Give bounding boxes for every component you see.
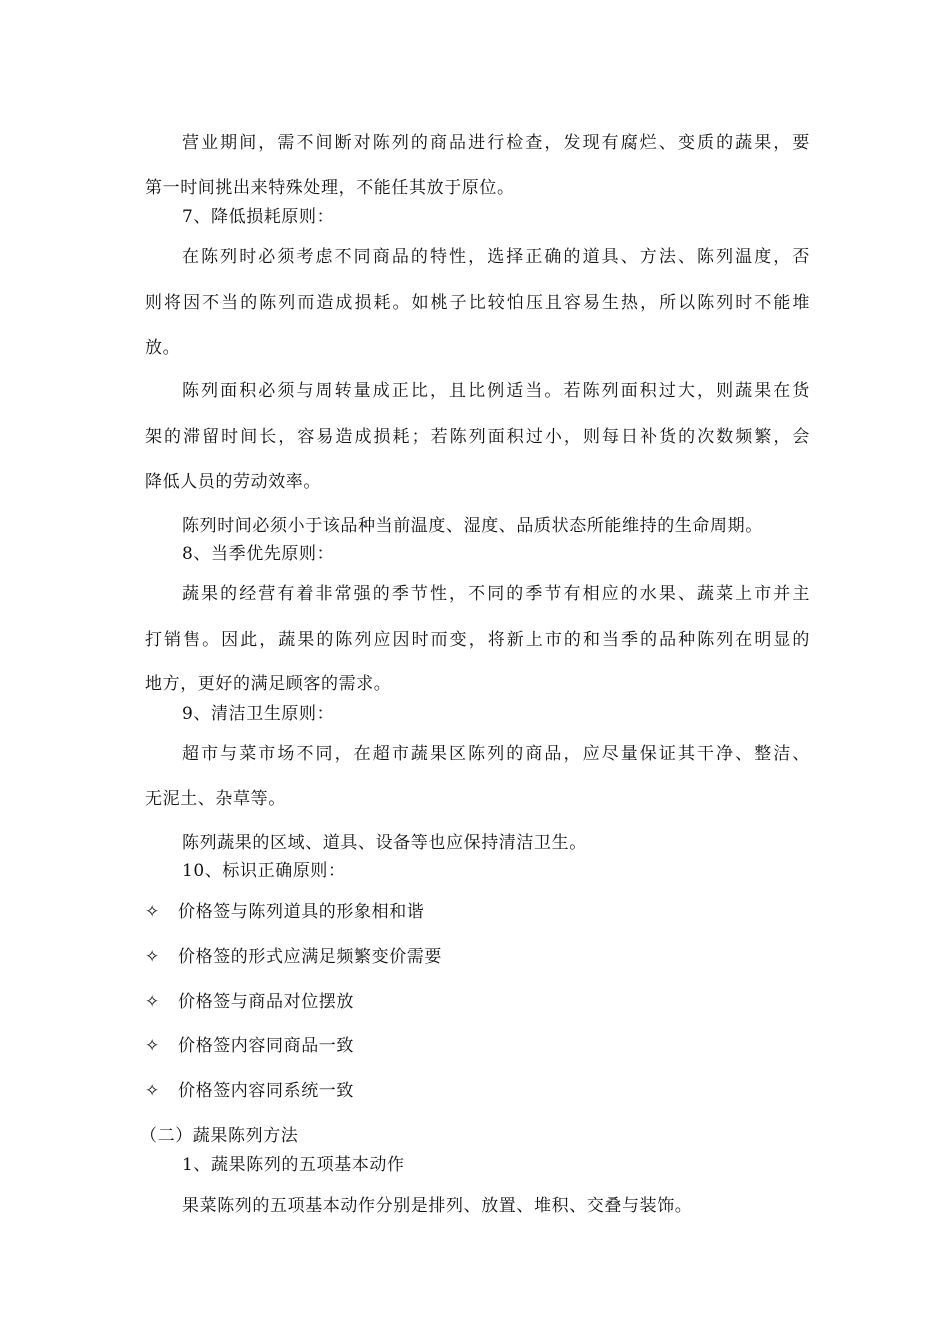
sparkle-bullet-icon: ✧ (145, 947, 160, 967)
paragraph-line: 架的滞留时间长，容易造成损耗；若陈列面积过小，则每日补货的次数频繁，会 (145, 427, 810, 447)
paragraph-line: 降低人员的劳动效率。 (145, 472, 321, 492)
paragraph-line: 第一时间挑出来特殊处理，不能任其放于原位。 (145, 178, 515, 198)
section-heading: 7、降低损耗原则： (182, 207, 335, 227)
list-item (145, 901, 810, 923)
sparkle-bullet-icon: ✧ (145, 902, 160, 922)
paragraph-line: 陈列时间必须小于该品种当前温度、湿度、品质状态所能维持的生命周期。 (182, 516, 763, 536)
paragraph-line: 果菜陈列的五项基本动作分别是排列、放置、堆积、交叠与装饰。 (182, 1196, 693, 1216)
list-item-text: 价格签内容同系统一致 (178, 1081, 354, 1101)
list-item-text: 价格签与商品对位摆放 (178, 992, 354, 1012)
paragraph-line: 地方，更好的满足顾客的需求。 (145, 674, 392, 694)
section-heading: 8、当季优先原则： (182, 544, 335, 564)
paragraph-line: 在陈列时必须考虑不同商品的特性，选择正确的道具、方法、陈列温度，否 (182, 247, 810, 267)
paragraph-line: 陈列蔬果的区域、道具、设备等也应保持清洁卫生。 (182, 833, 587, 853)
list-item-text: 价格签与陈列道具的形象相和谐 (178, 902, 425, 922)
list-item (145, 946, 810, 968)
paragraph-line: 营业期间，需不间断对陈列的商品进行检查，发现有腐烂、变质的蔬果，要 (182, 133, 810, 153)
section-heading: 9、清洁卫生原则： (182, 704, 335, 724)
list-item (145, 1035, 810, 1057)
paragraph-line: 放。 (145, 338, 181, 358)
list-item (145, 991, 810, 1013)
sparkle-bullet-icon: ✧ (145, 1081, 160, 1101)
paragraph-line: 蔬果的经营有着非常强的季节性，不同的季节有相应的水果、蔬菜上市并主 (182, 584, 810, 604)
sparkle-bullet-icon: ✧ (145, 1036, 160, 1056)
paragraph-line: 陈列面积必须与周转量成正比，且比例适当。若陈列面积过大，则蔬果在货 (182, 381, 810, 401)
subsection-heading: 1、蔬果陈列的五项基本动作 (182, 1155, 405, 1175)
paragraph-line: 无泥土、杂草等。 (145, 789, 286, 809)
list-item-text: 价格签内容同商品一致 (178, 1036, 354, 1056)
paragraph-line: 超市与菜市场不同，在超市蔬果区陈列的商品，应尽量保证其干净、整洁、 (182, 744, 810, 764)
section-heading: 10、标识正确原则： (182, 861, 346, 881)
sparkle-bullet-icon: ✧ (145, 992, 160, 1012)
paragraph-line: 打销售。因此，蔬果的陈列应因时而变，将新上市的和当季的品种陈列在明显的 (145, 630, 810, 650)
list-item (145, 1080, 810, 1102)
section-heading: （二）蔬果陈列方法 (140, 1126, 299, 1146)
list-item-text: 价格签的形式应满足频繁变价需要 (178, 947, 442, 967)
paragraph-line: 则将因不当的陈列而造成损耗。如桃子比较怕压且容易生热，所以陈列时不能堆 (145, 293, 810, 313)
